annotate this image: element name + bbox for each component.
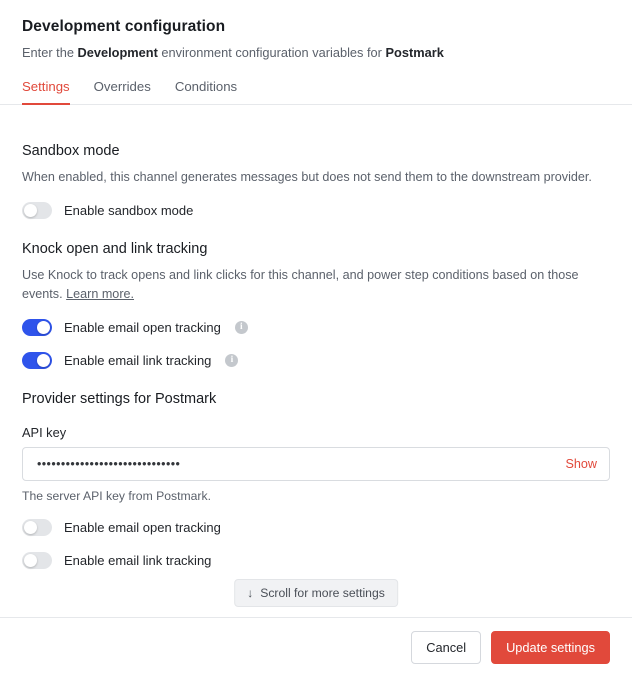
knock-tracking-section-description	[22, 266, 602, 303]
provider-open-tracking-toggle[interactable]	[22, 519, 52, 536]
api-key-label: API key	[22, 424, 67, 440]
toggle-knob	[24, 521, 37, 534]
scroll-hint-label: Scroll for more settings	[260, 586, 385, 600]
sandbox-section-title: Sandbox mode	[22, 143, 120, 159]
update-settings-button[interactable]: Update settings	[491, 631, 610, 664]
sandbox-mode-toggle-label: Enable sandbox mode	[64, 203, 194, 219]
toggle-knob	[24, 554, 37, 567]
arrow-down-icon: ↓	[247, 586, 254, 600]
provider-link-tracking-label: Enable email link tracking	[64, 552, 212, 568]
cancel-button[interactable]: Cancel	[411, 631, 481, 664]
knock-link-tracking-toggle[interactable]	[22, 352, 52, 369]
learn-more-link[interactable]: Learn more.	[66, 286, 135, 301]
toggle-knob	[37, 321, 50, 334]
subtitle-prefix: Enter the	[22, 45, 78, 60]
panel-footer	[0, 617, 632, 677]
api-key-field-wrapper[interactable]	[22, 447, 610, 481]
info-icon[interactable]: i	[225, 354, 238, 367]
settings-content	[0, 121, 632, 617]
knock-tracking-description-text: Use Knock to track opens and link clicks for this channel, and power step conditions based on those events.	[22, 268, 579, 301]
provider-open-tracking-label: Enable email open tracking	[64, 519, 221, 535]
page-subtitle	[22, 44, 610, 62]
knock-link-tracking-label: Enable email link tracking	[64, 352, 212, 368]
tab-settings[interactable]: Settings	[22, 79, 70, 105]
subtitle-provider: Postmark	[385, 45, 444, 60]
api-key-input[interactable]	[35, 456, 555, 472]
provider-settings-title: Provider settings for Postmark	[22, 390, 217, 407]
page-title: Development configuration	[22, 18, 226, 35]
provider-link-tracking-toggle[interactable]	[22, 552, 52, 569]
provider-link-tracking-row[interactable]	[22, 552, 610, 569]
knock-open-tracking-row[interactable]	[22, 319, 610, 336]
knock-tracking-section-title: Knock open and link tracking	[22, 241, 208, 258]
knock-open-tracking-toggle[interactable]	[22, 319, 52, 336]
scroll-for-more-settings-button[interactable]	[234, 579, 398, 607]
knock-open-tracking-label: Enable email open tracking	[64, 319, 221, 335]
subtitle-environment: Development	[77, 45, 158, 60]
api-key-help-text: The server API key from Postmark.	[22, 488, 211, 503]
provider-open-tracking-row[interactable]	[22, 519, 610, 536]
show-api-key-button[interactable]: Show	[565, 456, 597, 471]
panel-header	[0, 0, 632, 62]
toggle-knob	[24, 204, 37, 217]
subtitle-middle: environment configuration variables for	[157, 45, 386, 60]
toggle-knob	[37, 354, 50, 367]
tab-bar	[0, 78, 632, 105]
tab-overrides[interactable]: Overrides	[93, 78, 151, 94]
info-icon[interactable]: i	[235, 321, 248, 334]
sandbox-toggle-row[interactable]	[22, 202, 610, 219]
sandbox-mode-toggle[interactable]	[22, 202, 52, 219]
tab-conditions[interactable]: Conditions	[174, 78, 238, 94]
sandbox-section-description: When enabled, this channel generates messages but does not send them to the downstream provider.	[22, 170, 592, 184]
knock-link-tracking-row[interactable]	[22, 352, 610, 369]
